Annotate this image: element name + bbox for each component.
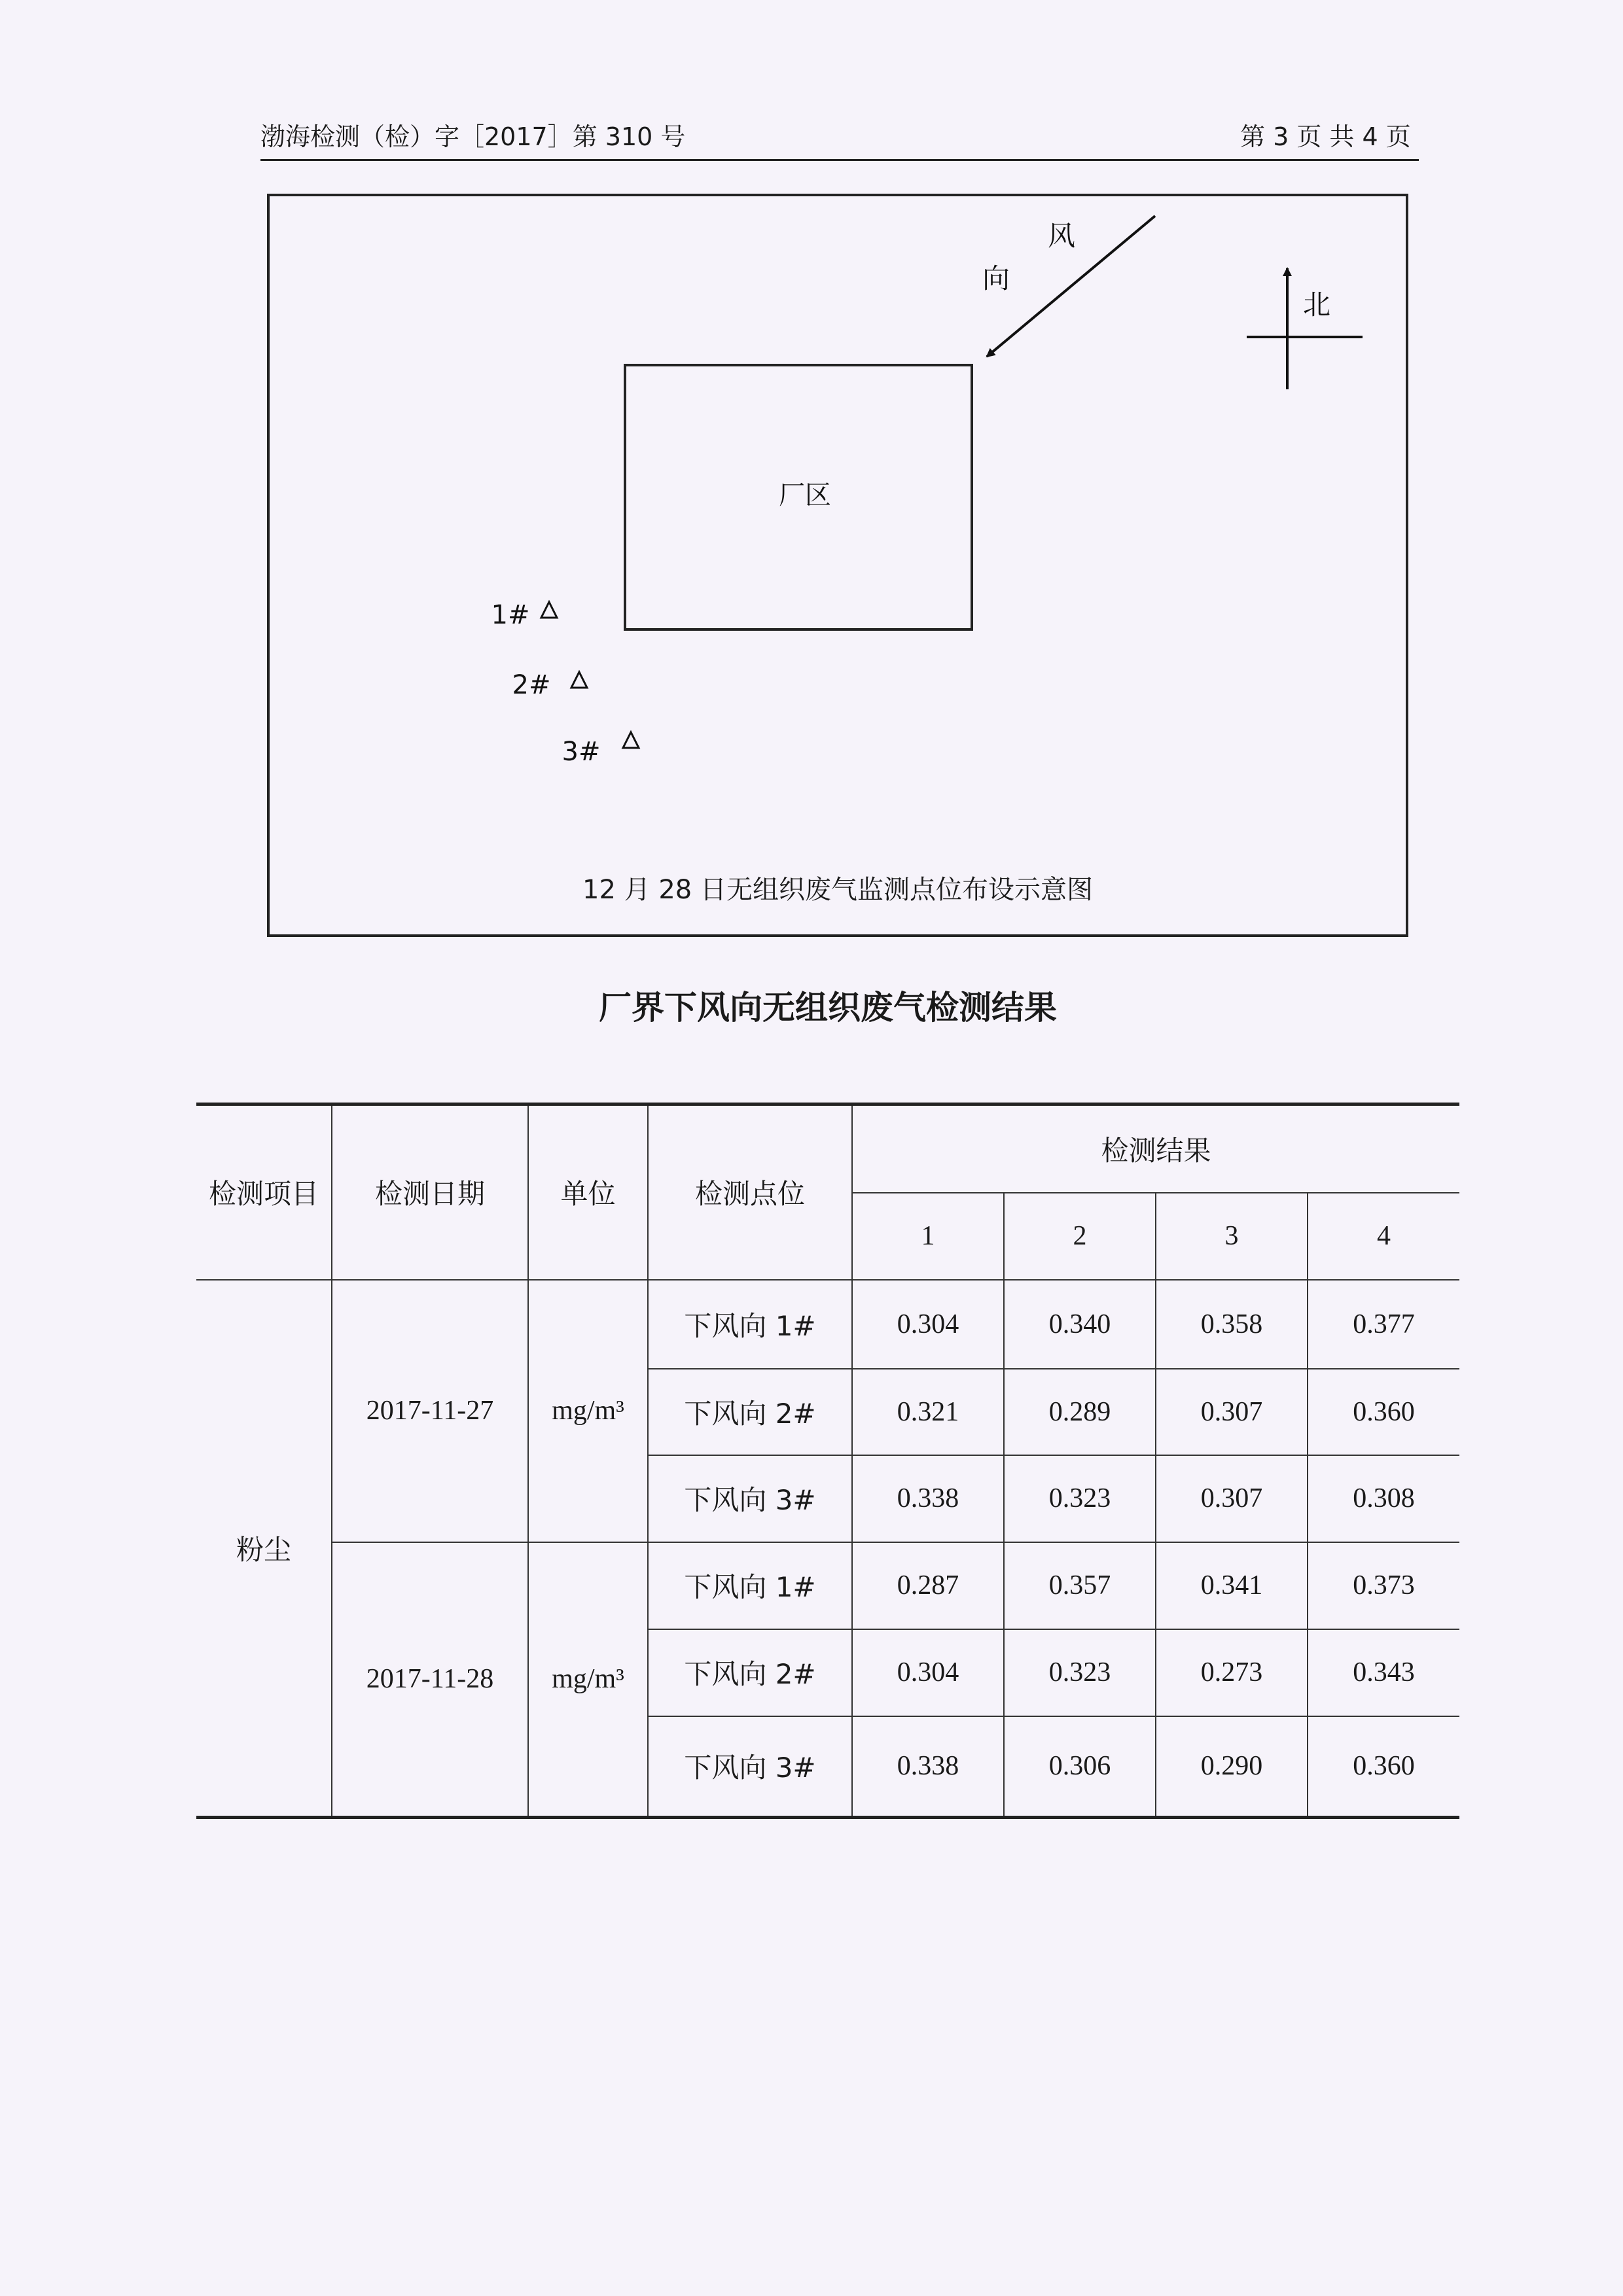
diagram-frame — [268, 195, 1407, 936]
value-cell: 0.323 — [1004, 1629, 1156, 1716]
value-cell: 0.304 — [852, 1280, 1004, 1369]
header-item: 检测项目 — [196, 1104, 332, 1280]
table-row — [196, 1542, 1459, 1629]
header-date: 检测日期 — [332, 1104, 528, 1280]
point-cell: 下风向 1# — [648, 1280, 852, 1369]
header-run-1: 1 — [852, 1193, 1004, 1280]
header-run-4: 4 — [1308, 1193, 1459, 1280]
unit-cell: mg/m³ — [528, 1280, 648, 1542]
date-cell: 2017-11-27 — [332, 1280, 528, 1542]
value-cell: 0.307 — [1156, 1369, 1308, 1455]
point-1-label: 1# — [491, 600, 530, 630]
value-cell: 0.289 — [1004, 1369, 1156, 1455]
value-cell: 0.306 — [1004, 1716, 1156, 1818]
value-cell: 0.338 — [852, 1716, 1004, 1818]
value-cell: 0.341 — [1156, 1542, 1308, 1629]
header-run-2: 2 — [1004, 1193, 1156, 1280]
point-cell: 下风向 2# — [648, 1629, 852, 1716]
value-cell: 0.287 — [852, 1542, 1004, 1629]
diagram-caption: 12 月 28 日无组织废气监测点位布设示意图 — [582, 875, 1093, 905]
header-point: 检测点位 — [648, 1104, 852, 1280]
value-cell: 0.358 — [1156, 1280, 1308, 1369]
point-cell: 下风向 3# — [648, 1716, 852, 1818]
page-info: 第 3 页 共 4 页 — [1240, 122, 1411, 151]
wind-label-char-1: 风 — [1047, 220, 1076, 252]
value-cell: 0.307 — [1156, 1455, 1308, 1542]
unit-cell: mg/m³ — [528, 1542, 648, 1818]
value-cell: 0.273 — [1156, 1629, 1308, 1716]
value-cell: 0.343 — [1308, 1629, 1459, 1716]
point-3-label: 3# — [562, 737, 601, 767]
wind-label-char-2: 向 — [982, 262, 1010, 294]
value-cell: 0.304 — [852, 1629, 1004, 1716]
plant-area-label: 厂区 — [779, 480, 831, 510]
point-cell: 下风向 1# — [648, 1542, 852, 1629]
header-run-3: 3 — [1156, 1193, 1308, 1280]
point-3-triangle-icon — [623, 732, 639, 748]
point-cell: 下风向 2# — [648, 1369, 852, 1455]
point-cell: 下风向 3# — [648, 1455, 852, 1542]
report-number: 渤海检测（检）字［2017］第 310 号 — [260, 122, 686, 151]
value-cell: 0.373 — [1308, 1542, 1459, 1629]
results-table — [196, 1103, 1459, 1819]
date-cell: 2017-11-28 — [332, 1542, 528, 1818]
table-row — [196, 1280, 1459, 1369]
value-cell: 0.377 — [1308, 1280, 1459, 1369]
header-results: 检测结果 — [852, 1104, 1459, 1193]
value-cell: 0.323 — [1004, 1455, 1156, 1542]
header-unit: 单位 — [528, 1104, 648, 1280]
value-cell: 0.360 — [1308, 1369, 1459, 1455]
point-2-triangle-icon — [571, 672, 587, 688]
point-2-label: 2# — [512, 670, 551, 700]
value-cell: 0.308 — [1308, 1455, 1459, 1542]
monitoring-point-diagram — [0, 0, 1623, 955]
north-label: 北 — [1302, 289, 1331, 321]
point-1-triangle-icon — [541, 602, 557, 618]
value-cell: 0.290 — [1156, 1716, 1308, 1818]
value-cell: 0.340 — [1004, 1280, 1156, 1369]
table-title: 厂界下风向无组织废气检测结果 — [599, 989, 1057, 1027]
value-cell: 0.321 — [852, 1369, 1004, 1455]
item-cell: 粉尘 — [196, 1280, 332, 1818]
value-cell: 0.360 — [1308, 1716, 1459, 1818]
value-cell: 0.338 — [852, 1455, 1004, 1542]
value-cell: 0.357 — [1004, 1542, 1156, 1629]
